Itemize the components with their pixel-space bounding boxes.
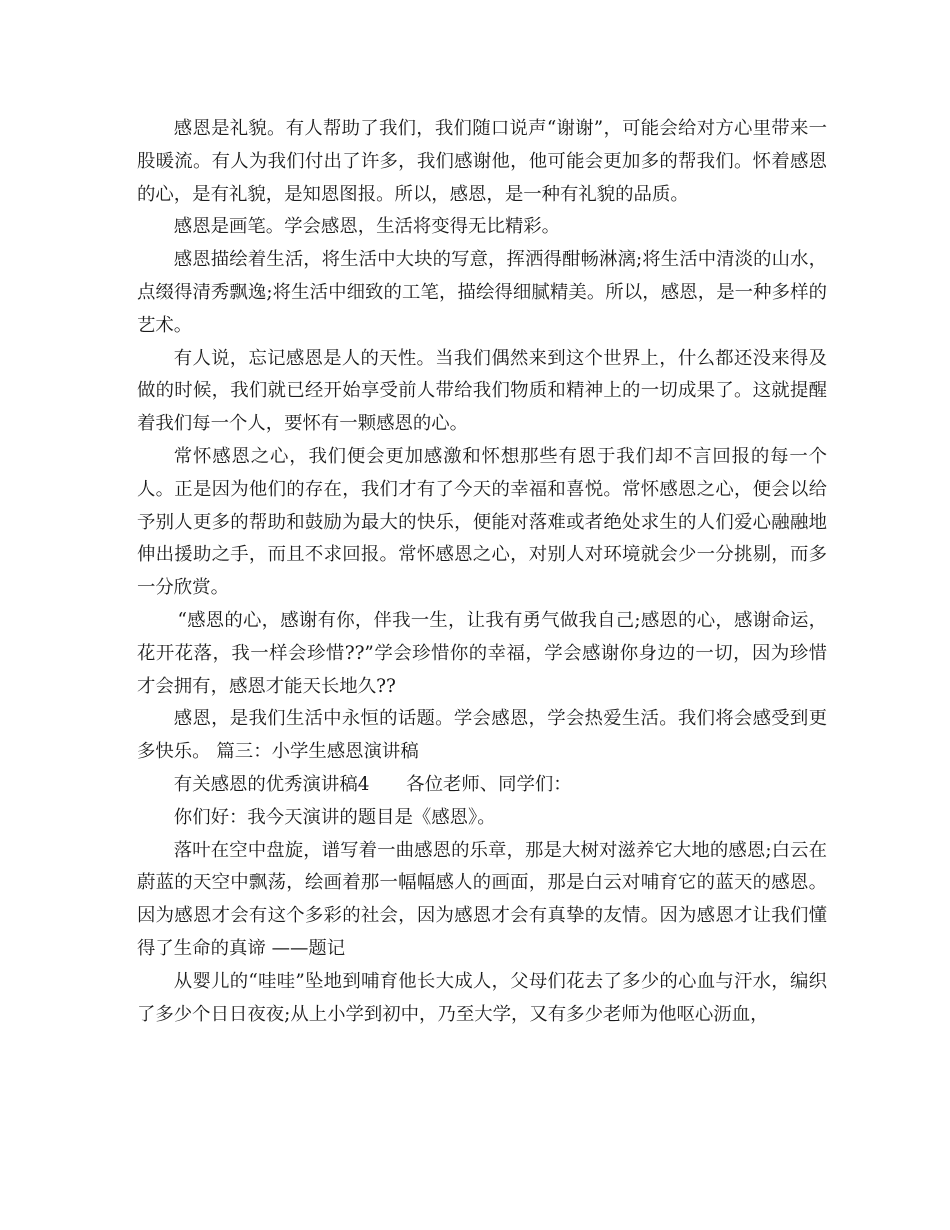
paragraph-grateful-heart: 常怀感恩之心，我们便会更加感激和怀想那些有恩于我们却不言回报的每一个人。正是因为他们的存在，我们才有了今天的幸福和喜悦。常怀感恩之心，便会以给予别人更多的帮助和鼓励为最大的快乐，便能对落难或者绝处求生的人们爱心融融地伸出援助之手，而且不求回报。常怀感恩之心，对别人对环境就会少一分挑剔，而多一分欣赏。 xyxy=(137,445,827,599)
speech-heading: 有关感恩的优秀演讲稿4 各位老师、同学们： xyxy=(173,773,572,795)
paragraph-falling-leaves: 落叶在空中盘旋，谱写着一曲感恩的乐章，那是大树对滋养它大地的感恩;白云在蔚蓝的天空中飘荡，绘画着那一幅幅感人的画面，那是白云对哺育它的蓝天的感恩。因为感恩才会有这个多彩的社会，因为感恩才会有真挚的友情。因为感恩才让我们懂得了生命的真谛 ——题记 xyxy=(137,839,827,959)
paragraph-paintbrush: 感恩是画笔。学会感恩，生活将变得无比精彩。 xyxy=(173,216,561,238)
document-body xyxy=(137,113,827,1031)
paragraph-human-nature: 有人说，忘记感恩是人的天性。当我们偶然来到这个世界上，什么都还没来得及做的时候，我们就已经开始享受前人带给我们物质和精神上的一切成果了。这就提醒着我们每一个人，要怀有一颗感恩的心。 xyxy=(137,347,827,435)
paragraph-song-quote: “感恩的心，感谢有你，伴我一生，让我有勇气做我自己;感恩的心，感谢命运，花开花落，我一样会珍惜??”学会珍惜你的幸福，学会感谢你身边的一切，因为珍惜才会拥有，感恩才能天长地久?? xyxy=(137,609,827,697)
paragraph-politeness: 感恩是礼貌。有人帮助了我们，我们随口说声“谢谢”，可能会给对方心里带来一股暖流。有人为我们付出了许多，我们感谢他，他可能会更加多的帮我们。怀着感恩的心，是有礼貌，是知恩图报。所以，感恩，是一种有礼貌的品质。 xyxy=(137,118,827,205)
speech-greeting: 你们好：我今天演讲的题目是《感恩》。 xyxy=(173,806,496,828)
paragraph-painting-life: 感恩描绘着生活，将生活中大块的写意，挥洒得酣畅淋漓;将生活中清淡的山水，点缀得清秀飘逸;将生活中细致的工笔，描绘得细腻精美。所以，感恩，是一种多样的艺术。 xyxy=(137,249,827,336)
paragraph-parents: 从婴儿的“哇哇”坠地到哺育他长大成人，父母们花去了多少的心血与汗水，编织了多少个日日夜夜;从上小学到初中，乃至大学，又有多少老师为他呕心沥血， xyxy=(137,970,827,1025)
paragraph-eternal-topic: 感恩，是我们生活中永恒的话题。学会感恩，学会热爱生活。我们将会感受到更多快乐。 篇三：小学生感恩演讲稿 xyxy=(137,708,827,763)
